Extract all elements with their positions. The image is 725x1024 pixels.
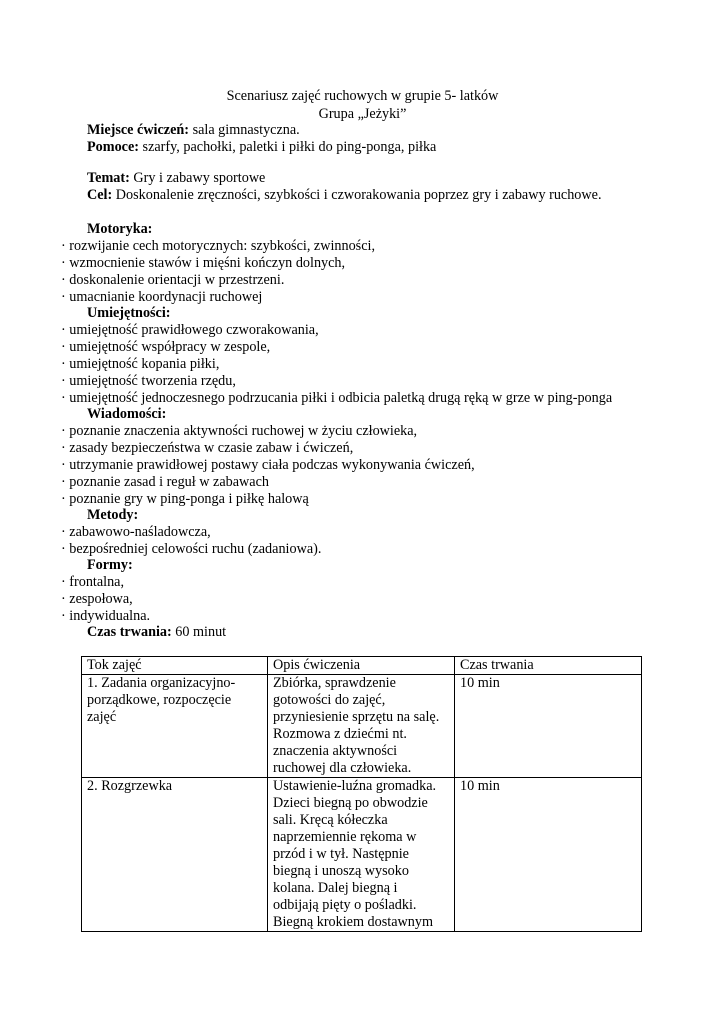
lesson-table xyxy=(81,656,642,932)
aids-value: szarfy, pachołki, paletki i piłki do ping-ponga, piłka xyxy=(139,139,437,155)
header-time: Czas trwania xyxy=(455,657,642,675)
motor-item: · wzmocnienie stawów i mięśni kończyn dolnych, xyxy=(61,255,346,271)
skills-item: · umiejętność prawidłowego czworakowania, xyxy=(61,322,319,338)
knowledge-item: · poznanie zasad i reguł w zabawach xyxy=(61,474,269,490)
knowledge-item: · poznanie gry w ping-ponga i piłkę halową xyxy=(61,491,309,507)
topic-value: Gry i zabawy sportowe xyxy=(129,170,266,186)
place-line xyxy=(87,122,300,139)
knowledge-heading: Wiadomości: xyxy=(87,406,167,422)
place-value: sala gimnastyczna. xyxy=(189,122,300,138)
header-description: Opis ćwiczenia xyxy=(268,657,455,675)
forms-item: · zespołowa, xyxy=(61,591,133,607)
motor-heading: Motoryka: xyxy=(87,221,153,237)
topic-label: Temat: xyxy=(87,170,130,186)
duration-label: Czas trwania: xyxy=(87,624,172,640)
knowledge-item: · utrzymanie prawidłowej postawy ciała podczas wykonywania ćwiczeń, xyxy=(61,457,475,473)
goal-value: Doskonalenie zręczności, szybkości i czworakowania poprzez gry i zabawy ruchowe. xyxy=(112,187,602,203)
document-title: Scenariusz zajęć ruchowych w grupie 5- latków xyxy=(226,88,499,104)
duration-line xyxy=(87,624,226,641)
table-row xyxy=(82,778,642,932)
table-header-row xyxy=(82,657,642,675)
description-cell: Ustawienie-luźna gromadka. Dzieci biegną po obwodzie sali. Kręcą kółeczka naprzemiennie rękoma w przód i w tył. Następnie biegną i unoszą wysoko kolana. Dalej biegną i odbijają pięty o pośladki. Biegną krokiem dostawnym xyxy=(268,778,455,932)
aids-label: Pomoce: xyxy=(87,139,139,155)
knowledge-item: · poznanie znaczenia aktywności ruchowej w życiu człowieka, xyxy=(61,423,418,439)
topic-line xyxy=(87,170,265,187)
motor-item: · umacnianie koordynacji ruchowej xyxy=(61,289,263,305)
header-step: Tok zajęć xyxy=(82,657,268,675)
skills-heading: Umiejętności: xyxy=(87,305,171,321)
forms-heading: Formy: xyxy=(87,557,133,573)
skills-item: · umiejętność tworzenia rzędu, xyxy=(61,373,236,389)
methods-item: · zabawowo-naśladowcza, xyxy=(61,524,211,540)
group-name: Grupa „Jeżyki” xyxy=(318,106,407,122)
step-cell: 1. Zadania organizacyjno- porządkowe, rozpoczęcie zajęć xyxy=(82,675,268,778)
forms-item: · indywidualna. xyxy=(61,608,151,624)
description-cell: Zbiórka, sprawdzenie gotowości do zajęć, przyniesienie sprzętu na salę. Rozmowa z dziećmi nt. znaczenia aktywności ruchowej dla człowieka. xyxy=(268,675,455,778)
skills-item: · umiejętność kopania piłki, xyxy=(61,356,220,372)
skills-item: · umiejętność jednoczesnego podrzucania piłki i odbicia paletką drugą ręką w grze w ping-ponga xyxy=(61,390,613,406)
time-cell: 10 min xyxy=(455,675,642,778)
forms-item: · frontalna, xyxy=(61,574,125,590)
step-cell: 2. Rozgrzewka xyxy=(82,778,268,932)
goal-label: Cel: xyxy=(87,187,113,203)
motor-item: · rozwijanie cech motorycznych: szybkości, zwinności, xyxy=(61,238,375,254)
goal-line xyxy=(87,187,602,204)
motor-item: · doskonalenie orientacji w przestrzeni. xyxy=(61,272,285,288)
aids-line xyxy=(87,139,436,156)
place-label: Miejsce ćwiczeń: xyxy=(87,122,190,138)
table-row xyxy=(82,675,642,778)
duration-value: 60 minut xyxy=(171,624,227,640)
skills-item: · umiejętność współpracy w zespole, xyxy=(61,339,271,355)
methods-item: · bezpośredniej celowości ruchu (zadaniowa). xyxy=(61,541,322,557)
methods-heading: Metody: xyxy=(87,507,139,523)
knowledge-item: · zasady bezpieczeństwa w czasie zabaw i ćwiczeń, xyxy=(61,440,354,456)
time-cell: 10 min xyxy=(455,778,642,932)
